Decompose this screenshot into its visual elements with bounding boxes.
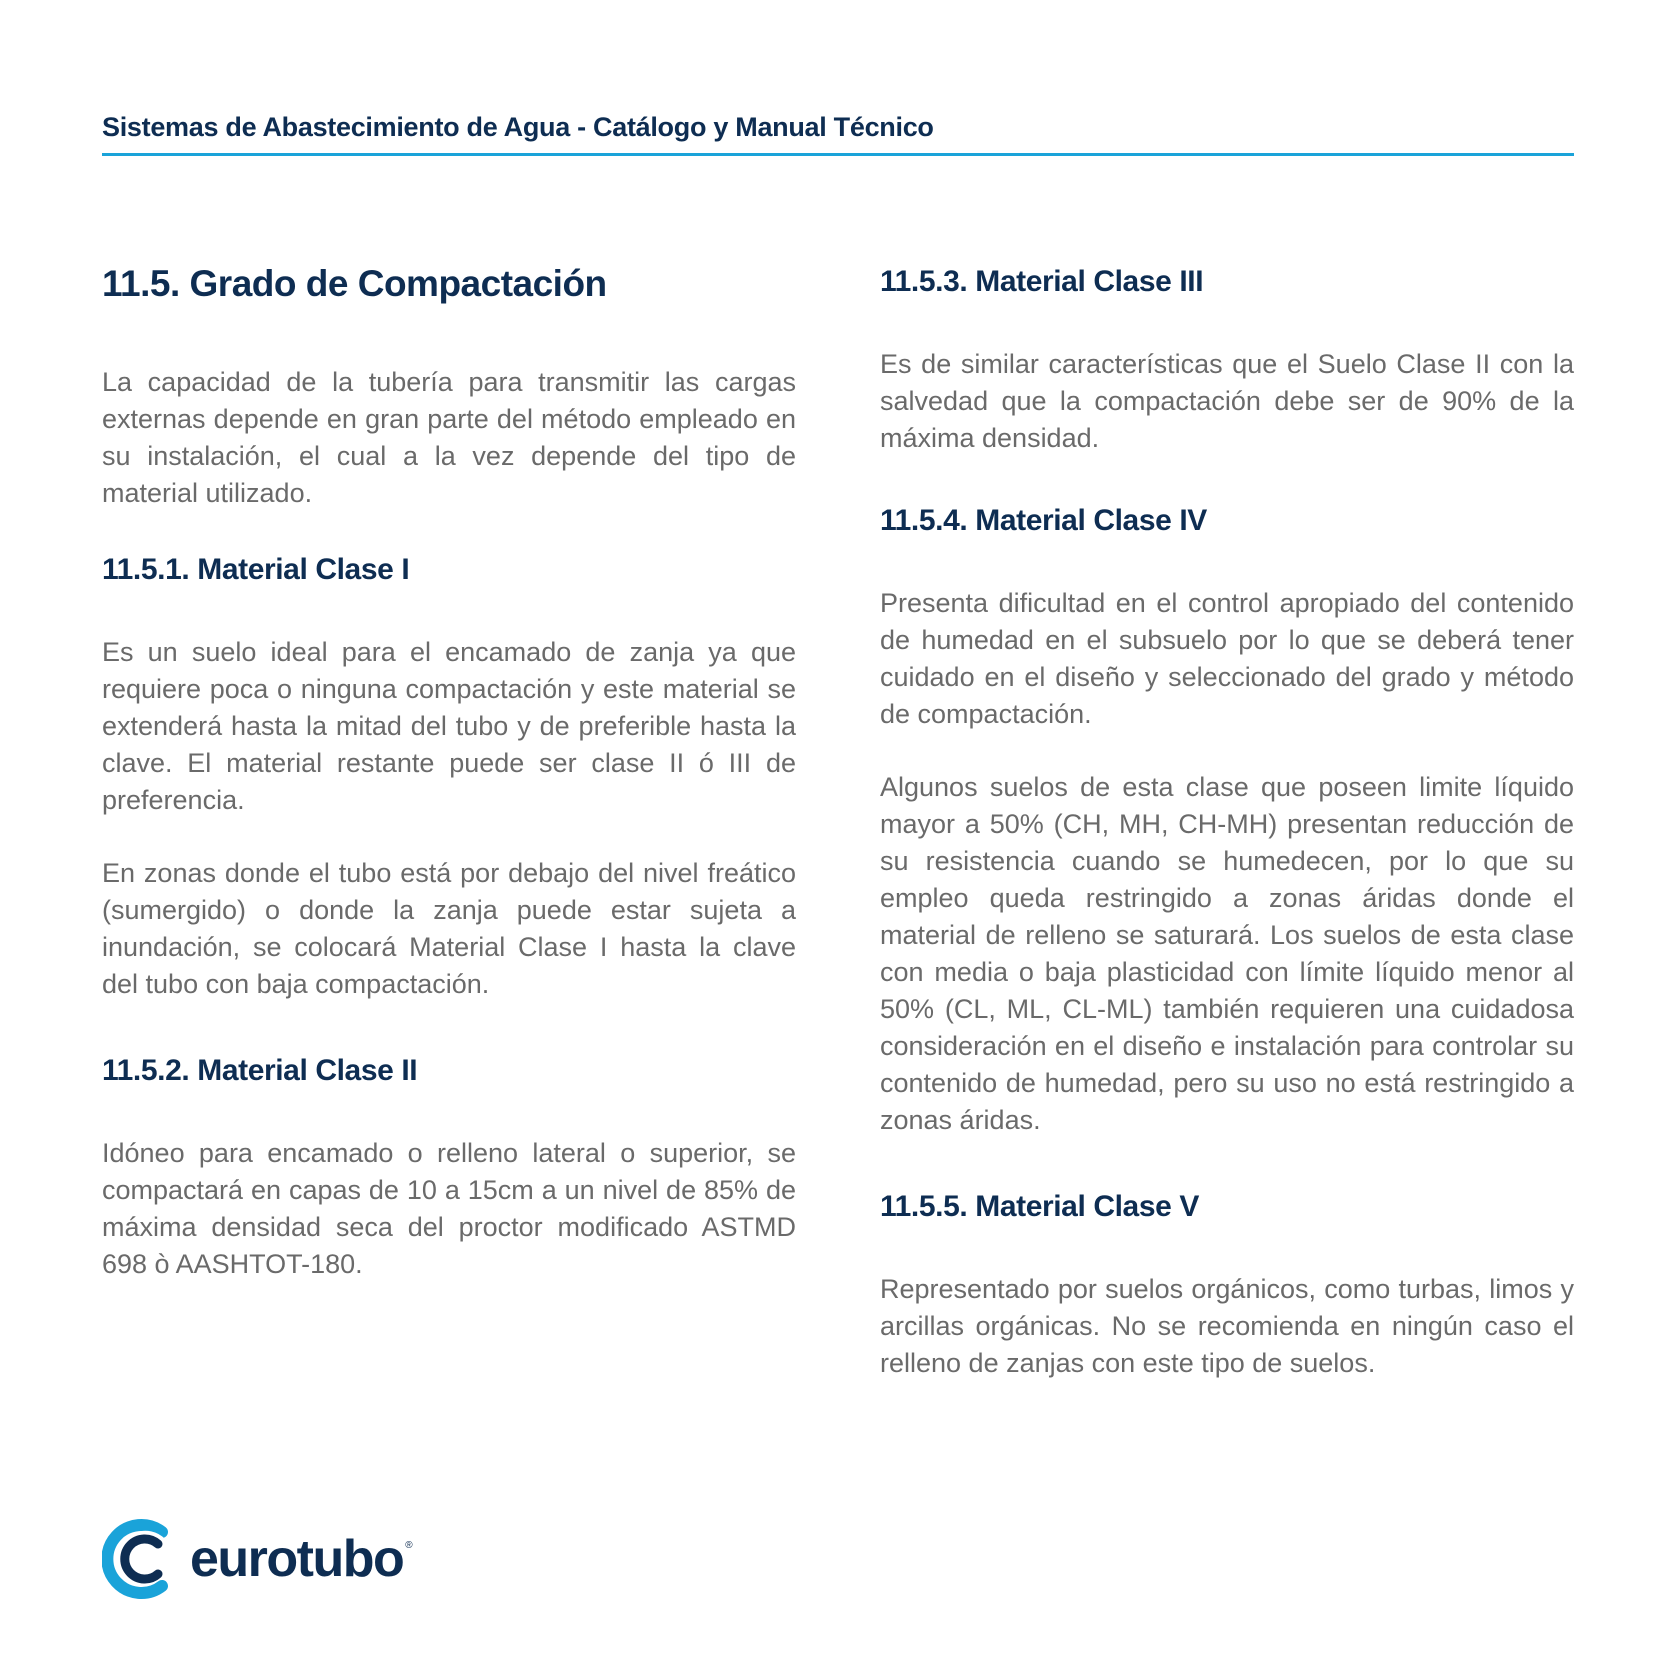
clase-5-paragraph: Representado por suelos orgánicos, como turbas, limos y arcillas orgánicas. No se recomienda en ningún caso el relleno de zanjas con este tipo de suelos.: [880, 1274, 1574, 1378]
eurotubo-swirl-icon: [102, 1518, 184, 1600]
clase-4-paragraph-1: Presenta dificultad en el control apropiado del contenido de humedad en el subsuelo por lo que se deberá tener cuidado en el diseño y seleccionado del grado y método de compactación.: [880, 588, 1574, 729]
clase-3-paragraph: Es de similar características que el Suelo Clase II con la salvedad que la compactación debe ser de 90% de la máxima densidad.: [880, 349, 1574, 453]
eurotubo-logo: [102, 1518, 413, 1600]
clase-1-paragraph-2: En zonas donde el tubo está por debajo del nivel freático (sumergido) o donde la zanja puede estar sujeta a inundación, se colocará Material Clase I hasta la clave del tubo con baja compactación.: [102, 858, 796, 1000]
subsection-heading-clase-2: 11.5.2. Material Clase II: [102, 1054, 418, 1088]
clase-2-paragraph: Idóneo para encamado o relleno lateral o superior, se compactará en capas de 10 a 15cm a un nivel de 85% de máxima densidad seca del proctor modificado ASTMD 698 ò AASHTOT-180.: [102, 1138, 796, 1280]
subsection-heading-clase-3: 11.5.3. Material Clase III: [880, 265, 1204, 298]
section-heading: 11.5. Grado de Compactación: [102, 263, 607, 304]
left-column: [102, 262, 796, 1283]
clase-4-paragraph-2: Algunos suelos de esta clase que poseen limite líquido mayor a 50% (CH, MH, CH-MH) presentan reducción de su resistencia cuando se humedecen, por lo que su empleo queda restringido a zonas áridas donde el material de relleno se saturará. Los suelos de esta clase con media o baja plasticidad con límite líquido menor al 50% (CL, ML, CL-ML) también requieren una cuidadosa consideración en el diseño e instalación para controlar su contenido de humedad, pero su uso no está restringido a zonas áridas.: [880, 772, 1574, 1135]
page-header: [102, 112, 1574, 156]
intro-paragraph: La capacidad de la tubería para transmitir las cargas externas depende en gran parte del método empleado en su instalación, el cual a la vez depende del tipo de material utilizado.: [102, 367, 796, 509]
logo-wordmark: eurotubo: [190, 1530, 404, 1588]
subsection-heading-clase-1: 11.5.1. Material Clase I: [102, 553, 410, 587]
right-column: [880, 264, 1574, 1382]
registered-mark: ®: [405, 1539, 413, 1551]
clase-1-paragraph-1: Es un suelo ideal para el encamado de zanja ya que requiere poca o ninguna compactación y este material se extenderá hasta la mitad del tubo y de preferible hasta la clave. El material restante puede ser clase II ó III de preferencia.: [102, 637, 796, 816]
subsection-heading-clase-5: 11.5.5. Material Clase V: [880, 1190, 1199, 1223]
subsection-heading-clase-4: 11.5.4. Material Clase IV: [880, 504, 1207, 537]
document-title: Sistemas de Abastecimiento de Agua - Catálogo y Manual Técnico: [102, 112, 934, 142]
